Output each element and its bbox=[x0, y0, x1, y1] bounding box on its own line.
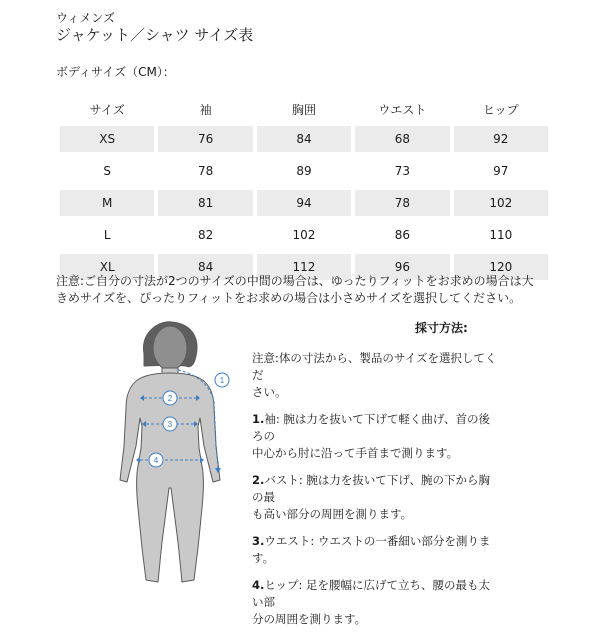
size-table bbox=[56, 92, 552, 286]
instruction-step bbox=[252, 577, 500, 628]
fit-note bbox=[56, 273, 552, 307]
step-number: 4. bbox=[252, 578, 265, 592]
header-waist: ウエスト bbox=[378, 102, 427, 117]
measurement-instructions bbox=[252, 350, 500, 638]
cell-waist: 68 bbox=[355, 126, 449, 152]
instruction-step bbox=[252, 533, 500, 567]
cell-size: S bbox=[103, 164, 111, 178]
table-row bbox=[60, 222, 548, 248]
table-row bbox=[60, 158, 548, 184]
cell-sleeve: 78 bbox=[197, 164, 214, 178]
step-text-cont: 中心から肘に沿って手首まで測ります。 bbox=[252, 446, 459, 460]
fit-note-line: 注意:ご自分の寸法が2つのサイズの中間の場合は、ゆったりフィットをお求めの場合は大 bbox=[56, 274, 534, 288]
page-title: ジャケット／シャツ サイズ表 bbox=[56, 26, 254, 44]
step-number: 2. bbox=[252, 473, 265, 487]
step-text-cont: も高い部分の周囲を測ります。 bbox=[252, 507, 413, 521]
instruction-step bbox=[252, 472, 500, 523]
marker-3-label: 3 bbox=[167, 420, 173, 429]
instructions-intro bbox=[252, 350, 500, 401]
marker-4-label: 4 bbox=[153, 456, 159, 465]
marker-2-label: 2 bbox=[167, 394, 173, 403]
cell-sleeve: 84 bbox=[158, 254, 252, 280]
cell-size: M bbox=[60, 190, 154, 216]
cell-waist: 96 bbox=[355, 254, 449, 280]
cell-hip: 120 bbox=[454, 254, 548, 280]
figure-head bbox=[153, 326, 187, 370]
cell-sleeve: 76 bbox=[158, 126, 252, 152]
cell-chest: 112 bbox=[257, 254, 351, 280]
cell-hip: 102 bbox=[454, 190, 548, 216]
cell-sleeve: 81 bbox=[158, 190, 252, 216]
step-number: 1. bbox=[252, 412, 265, 426]
method-title: 採寸方法: bbox=[415, 321, 468, 335]
header-hip: ヒップ bbox=[482, 102, 519, 117]
cell-hip: 92 bbox=[454, 126, 548, 152]
step-text: バスト: 腕は力を抜いて下げ、腕の下から胸の最 bbox=[252, 473, 490, 504]
step-text-cont: 分の周囲を測ります。 bbox=[252, 612, 367, 626]
intro-line: さい。 bbox=[252, 385, 287, 399]
cell-chest: 89 bbox=[296, 164, 312, 178]
table-row bbox=[60, 126, 548, 152]
body-measurement-figure bbox=[100, 318, 240, 602]
instruction-step bbox=[252, 411, 500, 462]
intro-line: 注意:体の寸法から、製品のサイズを選択してくだ bbox=[252, 351, 497, 382]
cell-size: L bbox=[103, 228, 111, 242]
subtitle: ウィメンズ bbox=[56, 11, 115, 25]
step-number: 3. bbox=[252, 534, 265, 548]
cell-size: XL bbox=[60, 254, 154, 280]
cell-waist: 73 bbox=[394, 164, 410, 178]
cell-chest: 94 bbox=[257, 190, 351, 216]
table-header-row bbox=[60, 98, 548, 120]
step-text: ヒップ: 足を腰幅に広げて立ち、腰の最も太い部 bbox=[252, 578, 491, 609]
cell-waist: 86 bbox=[394, 228, 410, 242]
section-label: ボディサイズ（CM）： bbox=[56, 65, 175, 79]
cell-hip: 110 bbox=[489, 228, 513, 242]
step-text: 袖: 腕は力を抜いて下げて軽く曲げ、首の後ろの bbox=[252, 412, 490, 443]
cell-chest: 102 bbox=[292, 228, 316, 242]
cell-hip: 97 bbox=[493, 164, 509, 178]
marker-1-label: 1 bbox=[219, 376, 225, 385]
cell-size: XS bbox=[60, 126, 154, 152]
table-row bbox=[60, 190, 548, 216]
step-text: ウエスト: ウエストの一番細い部分を測ります。 bbox=[252, 534, 491, 565]
cell-sleeve: 82 bbox=[197, 228, 214, 242]
cell-waist: 78 bbox=[355, 190, 449, 216]
cell-chest: 84 bbox=[257, 126, 351, 152]
header-size: サイズ bbox=[89, 102, 125, 117]
header-chest: 胸囲 bbox=[291, 102, 316, 117]
fit-note-line: きめサイズを、ぴったりフィットをお求めの場合は小さめサイズを選択してください。 bbox=[56, 291, 522, 305]
header-sleeve: 袖 bbox=[199, 102, 212, 117]
